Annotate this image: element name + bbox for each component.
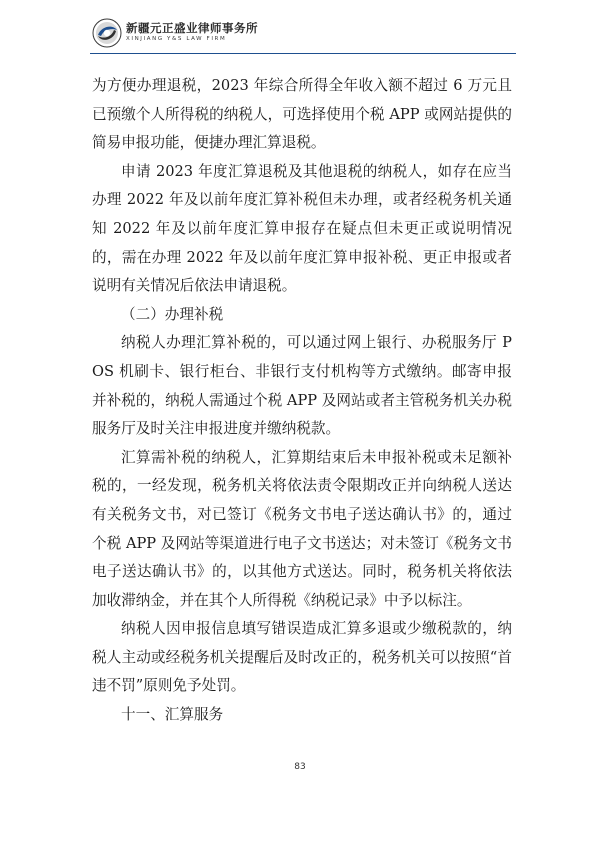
firm-name-cn: 新疆元正盛业律师事务所 xyxy=(126,21,258,35)
page-number: 83 xyxy=(294,762,306,772)
document-body xyxy=(92,72,512,730)
paragraph-late-payment: 汇算需补税的纳税人，汇算期结束后未申报补税或未足额补税的，一经发现，税务机关将依法责令限期改正并向纳税人送达有关税务文书，对已签订《税务文书电子送达确认书》的，通过个税 APP 及网站等渠道进行电子文书送达；对未签订《税务文书电子送达确认书》的，以其他方式送达。同时，税务机关将依法加收滞纳金，并在其个人所得税《纳税记录》中予以标注。 xyxy=(92,448,512,609)
firm-logo-icon xyxy=(92,18,122,48)
paragraph-first-offense: 纳税人因申报信息填写错误造成汇算多退或少缴税款的，纳税人主动或经税务机关提醒后及时改正的，税务机关可以按照“首违不罚”原则免予处罚。 xyxy=(92,620,512,695)
header-divider xyxy=(90,53,516,54)
section-heading-services: 十一、汇算服务 xyxy=(121,706,224,724)
firm-name-en: XINJIANG Y&S LAW FIRM xyxy=(126,36,227,42)
paragraph-simple-refund: 为方便办理退税，2023 年综合所得全年收入额不超过 6 万元且已预缴个人所得税的纳税人，可选择使用个税 APP 或网站提供的简易申报功能，便捷办理汇算退税。 xyxy=(92,77,512,152)
paragraph-refund-conditions: 申请 2023 年度汇算退税及其他退税的纳税人，如存在应当办理 2022 年及以前年度汇算补税但未办理，或者经税务机关通知 2022 年及以前年度汇算申报存在疑点但未更正或说明情况的，需在办理 2022 年及以前年度汇算申报补税、更正申报或者说明有关情况后依法申请退税。 xyxy=(92,162,512,295)
section-heading-tax-payment: （二）办理补税 xyxy=(121,305,224,323)
page-header xyxy=(92,14,512,54)
paragraph-payment-methods: 纳税人办理汇算补税的，可以通过网上银行、办税服务厅 POS 机刷卡、银行柜台、非银行支付机构等方式缴纳。邮寄申报并补税的，纳税人需通过个税 APP 及网站或者主管税务机关办税服务厅及时关注申报进度并缴纳税款。 xyxy=(92,334,512,438)
